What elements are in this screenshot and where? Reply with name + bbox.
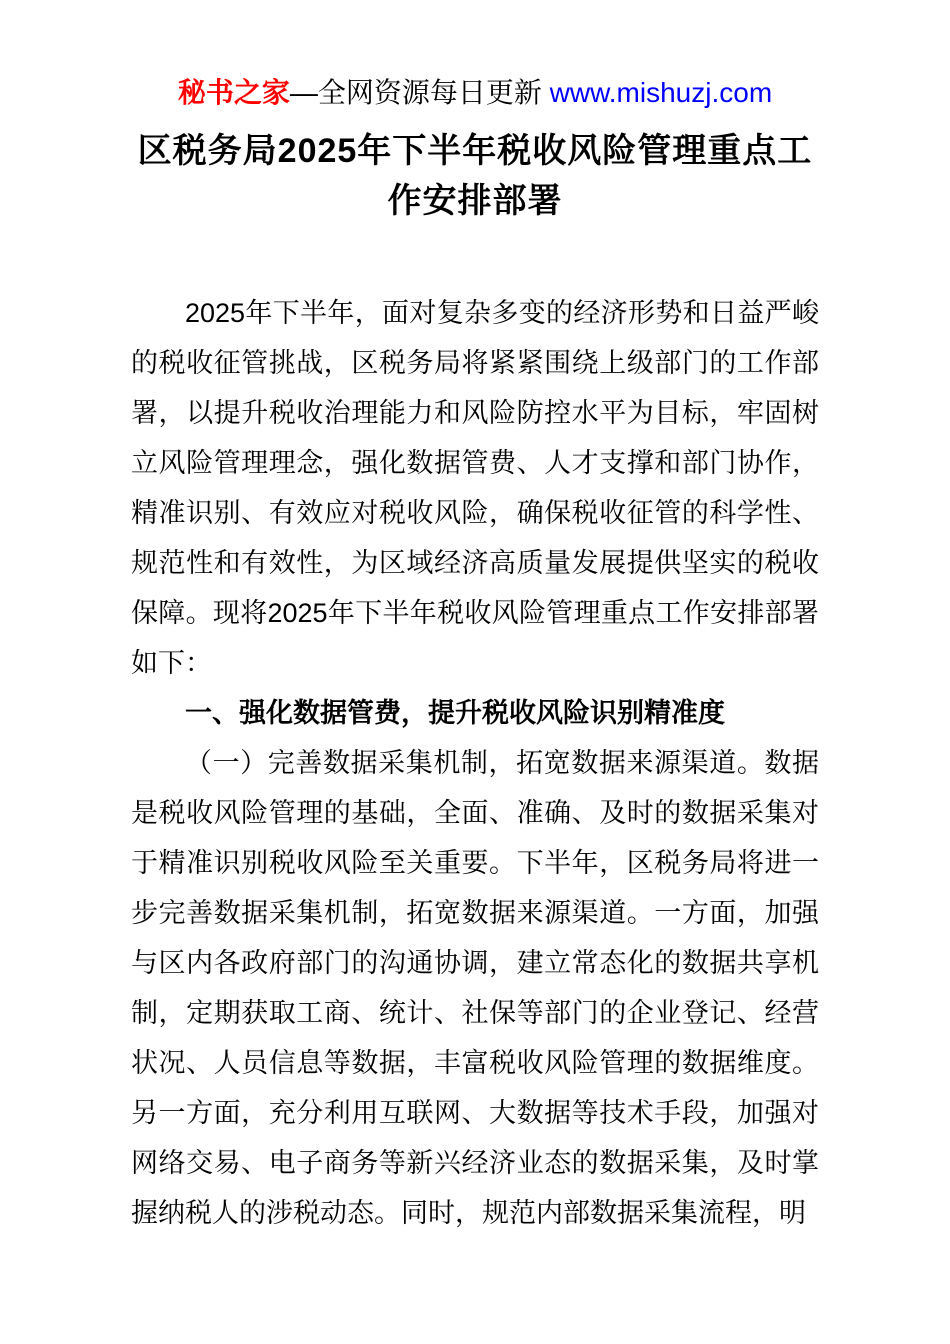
body-paragraph-intro: 2025年下半年，面对复杂多变的经济形势和日益严峻的税收征管挑战，区税务局将紧紧围绕上级部门的工作部署，以提升税收治理能力和风险防控水平为目标，牢固树立风险管理理念，强化数据管费、人才支撑和部门协作，精准识别、有效应对税收风险，确保税收征管的科学性、规范性和有效性，为区域经济高质量发展提供坚实的税收保障。现将2025年下半年税收风险管理重点工作安排部署如下： — [131, 298, 819, 678]
promo-url-link[interactable]: www.mishuzj.com — [549, 77, 773, 108]
body-paragraph-section-1-1: （一）完善数据采集机制，拓宽数据来源渠道。数据是税收风险管理的基础，全面、准确、及时的数据采集对于精准识别税收风险至关重要。下半年，区税务局将进一步完善数据采集机制，拓宽数据来源渠道。一方面，加强与区内各政府部门的沟通协调，建立常态化的数据共享机制，定期获取工商、统计、社保等部门的企业登记、经营状况、人员信息等数据，丰富税收风险管理的数据维度。另一方面，充分利用互联网、大数据等技术手段，加强对网络交易、电子商务等新兴经济业态的数据采集，及时掌握纳税人的涉税动态。同时，规范内部数据采集流程，明 — [131, 748, 819, 1228]
document-title: 区税务局2025年下半年税收风险管理重点工作安排部署 — [137, 132, 813, 220]
promo-separator-text: —全网资源每日更新 — [289, 77, 550, 108]
promo-header — [131, 76, 819, 110]
document-body — [131, 288, 819, 1238]
section-heading-1: 一、强化数据管费，提升税收风险识别精准度 — [185, 698, 725, 728]
promo-brand-text: 秘书之家 — [177, 77, 290, 108]
